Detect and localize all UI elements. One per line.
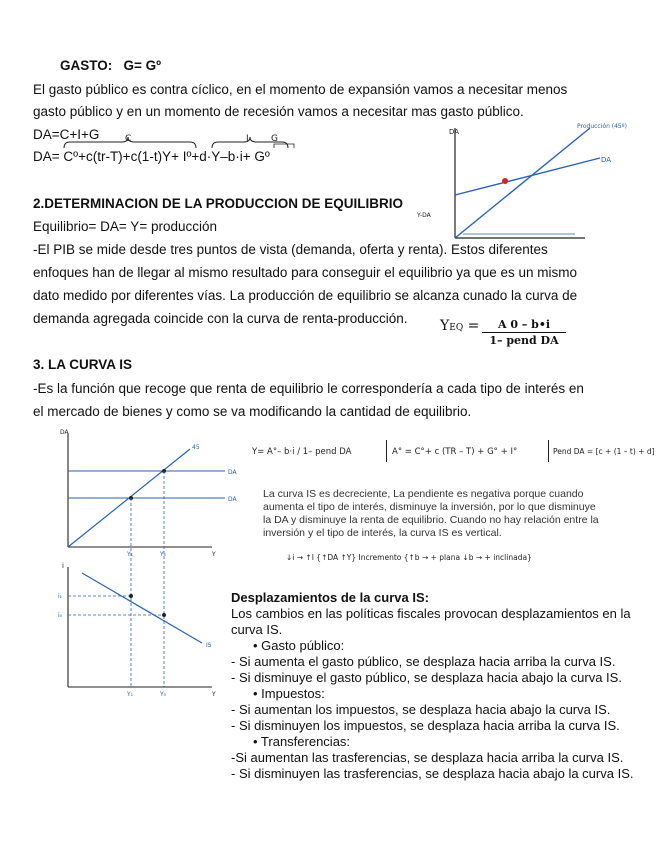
desplazamientos-intro-1: Los cambios en las políticas fiscales provocan desplazamientos en la [231,606,631,621]
top-y-label: DA [60,429,69,436]
section-2-line-2: enfoques han de llegar al mismo resultado para conseguir el equilibrio ya que es un mismo [33,265,578,280]
top-y0-label: Y₀ [160,551,167,558]
is-curve [82,573,202,643]
equilibrio-line: Equilibrio= DA= Y= producción [33,219,217,234]
yeq-sub: EQ [449,323,464,333]
graph1-production-label: Producción (45º) [577,123,627,130]
section-3-title: 3. LA CURVA IS [33,357,133,372]
desplazamiento-item: - Si aumenta el gasto público, se desplaza hacia arriba la curva IS. [231,654,616,669]
desplazamientos-list [231,638,633,782]
graph1-y-label: DA [449,128,460,136]
graph1-y-mark: Y-DA [417,212,431,219]
gasto-paragraph-line-2: gasto público y en un momento de recesión vamos a necesitar mas gasto público. [33,104,524,119]
formula-divider-1 [386,440,387,462]
hand-formula-2: A° = C°+ c (TR – T) + G° + I° [392,447,518,457]
gasto-label: GASTO: [60,58,113,73]
is-label: IS [206,642,212,649]
desplazamiento-heading: • Transferencias: [253,734,351,749]
yeq-denominator: 1– pend DA [489,334,559,347]
hand-chain: ↓i → ↑I {↑DA ↑Y} Incremento {↑b → + plana ↓b → + inclinada} [286,553,532,562]
section-2-line-3: dato medido por diferentes vías. La producción de equilibrio se alcanza cunado la curva de [33,288,578,303]
production-line [455,128,590,238]
gasto-paragraph-line-1: El gasto público es contra cíclico, en el momento de expansión vamos a necesitar menos [33,82,568,97]
equilibrium-point [502,178,508,184]
gasto-formula: G= Gº [123,58,162,73]
section-3-line-2: el mercado de bienes y como se va modificando la cantidad de equilibrio. [33,404,472,419]
is-explain-3: la DA y disminuye la renta de equilibrio. Cuando no hay relación entre la [263,514,599,526]
desplazamiento-item: - Si disminuyen los impuestos, se desplaza hacia arriba la curva IS. [231,718,620,733]
yeq-lhs: Y [440,318,450,334]
da-line [455,158,600,195]
yeq-numerator: A 0 – b•i [482,318,566,333]
top-x-label: Y [212,551,216,558]
top-da1-label: DA [228,496,237,503]
equilibrium-graph [415,120,627,245]
bottom-y0-label: Y₀ [160,691,167,698]
is-derivation-graphs [40,425,237,700]
bottom-i0-label: i₀ [58,612,63,619]
da-equation-2: DA= Cº+c(tr-T)+c(1-t)Y+ Iº+d·Y–b·i+ Gº [33,149,270,164]
desplazamiento-heading: • Impuestos: [253,686,325,701]
bottom-i1-label: i₁ [58,593,63,600]
hand-formula-3: Pend DA = [c + (1 – t) + d] [553,447,655,456]
section-2-line-4: demanda agregada coincide con la curva de renta-producción. [33,311,408,326]
bottom-y1-label: Y₁ [127,691,134,698]
desplazamientos-title: Desplazamientos de la curva IS: [231,590,429,605]
top-da2-label: DA [228,469,237,476]
section-2-title: 2.DETERMINACION DE LA PRODUCCION DE EQUILIBRIO [33,196,404,211]
desplazamiento-item: - Si disminuye el gasto público, se desplaza hacia abajo la curva IS. [231,670,622,685]
top-y1-label: Y₁ [127,551,134,558]
top-45-label: 45 [192,444,200,451]
gasto-title [60,58,161,73]
brace-label-c: C [125,134,132,144]
desplazamiento-heading: • Gasto público: [253,638,345,653]
section-3-line-1: -Es la función que recoge que renta de equilibrio le correspondería a cada tipo de interés en [33,381,584,396]
brace-label-i: I [246,134,249,144]
is-point-1 [129,594,133,598]
desplazamientos-intro-2: curva IS. [231,622,283,637]
desplazamiento-item: - Si aumentan los impuestos, se desplaza hacia abajo la curva IS. [231,702,611,717]
yeq-fraction [482,318,566,347]
hand-formula-1: Y= A°– b·i / 1– pend DA [252,447,352,457]
desplazamiento-item: - Si disminuyen las trasferencias, se desplaza hacia abajo la curva IS. [231,766,634,781]
da-equation-1: DA=C+I+G [33,127,100,142]
bottom-y-label: i [62,562,64,570]
desplazamiento-item: -Si aumentan las trasferencias, se desplaza hacia arriba la curva IS. [231,750,624,765]
section-2-line-1: -El PIB se mide desde tres puntos de vista (demanda, oferta y renta). Estos diferentes [33,242,548,257]
is-explain-1: La curva IS es decreciente, La pendiente es negativa porque cuando [263,488,584,500]
graph1-da-label: DA [601,156,612,164]
is-explain-4: inversión y el tipo de interés, la curva IS es vertical. [263,527,502,539]
yeq-formula: YEQ = [440,318,480,334]
formula-divider-2 [548,440,549,462]
brace-label-g: G [271,134,278,144]
is-explain-2: aumenta el tipo de interés, disminuye la inversión, por lo que disminuye [263,501,596,513]
bottom-x-label: Y [212,691,216,698]
is-point-2 [162,613,166,617]
